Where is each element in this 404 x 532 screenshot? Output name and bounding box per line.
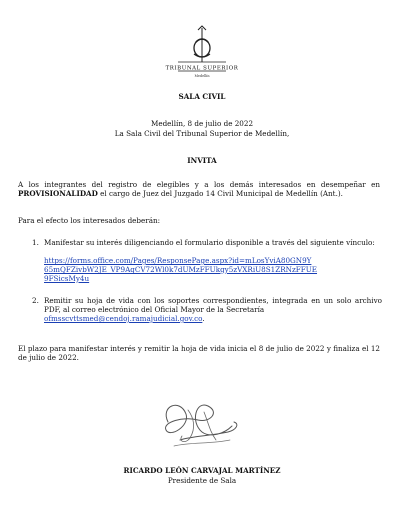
- form-link-line-3[interactable]: 9FSicsMy4u: [44, 274, 90, 283]
- issuer-line: La Sala Civil del Tribunal Superior de Medellín,: [114, 129, 290, 138]
- form-link-line-2[interactable]: 65mQFZivbW2JE_VP9AqCV72Wl0k7dUMzFFUkgy5zVXRiU8S1ZRNzFFUE: [44, 265, 318, 274]
- section-heading: SALA CIVIL: [178, 92, 226, 101]
- intro-paragraph: [18, 180, 380, 198]
- intro-text-1: A los integrantes del registro de elegibles y a los demás interesados en desempeñar en: [18, 180, 380, 189]
- signer-name: RICARDO LEÓN CARVAJAL MARTÍNEZ: [123, 466, 281, 475]
- tribunal-logo: [138, 22, 266, 84]
- logo-city: Medellín: [194, 74, 210, 78]
- logo-org-name: TRIBUNAL SUPERIOR: [165, 65, 239, 72]
- closing-paragraph: El plazo para manifestar interés y remitir la hoja de vida inicia el 8 de julio de 2022 y finaliza el 12 de julio de 2022.: [18, 344, 380, 363]
- signer-role: Presidente de Sala: [167, 476, 237, 485]
- document-title: INVITA: [187, 156, 217, 165]
- handwritten-signature: [150, 392, 250, 462]
- item-number: 1.: [32, 238, 39, 247]
- item-2-email-line: [44, 314, 205, 323]
- intro-text-2: el cargo de Juez del Juzgado 14 Civil Municipal de Medellín (Ant.).: [97, 189, 343, 199]
- lead-in: Para el efecto los interesados deberán:: [18, 216, 161, 225]
- secretary-email-link[interactable]: ofmsscvttsmed@cendoj.ramajudicial.gov.co: [44, 314, 203, 323]
- intro-bold: PROVISIONALIDAD: [18, 189, 98, 199]
- item-number: 2.: [32, 296, 39, 305]
- scales-emblem-icon: [138, 22, 266, 84]
- form-link-line-1[interactable]: https://forms.office.com/Pages/ResponsePage.aspx?id=mLosYviA80GN9Y: [44, 256, 312, 265]
- item-1-text: Manifestar su interés diligenciando el formulario disponible a través del siguiente vínculo:: [44, 238, 375, 247]
- date-line: Medellín, 8 de julio de 2022: [150, 119, 254, 128]
- item-2-text: Remitir su hoja de vida con los soportes correspondientes, integrada en un solo archivo PDF, al correo electrónico del Oficial Mayor de la Secretaría: [44, 296, 382, 315]
- item-2-after: .: [202, 314, 205, 323]
